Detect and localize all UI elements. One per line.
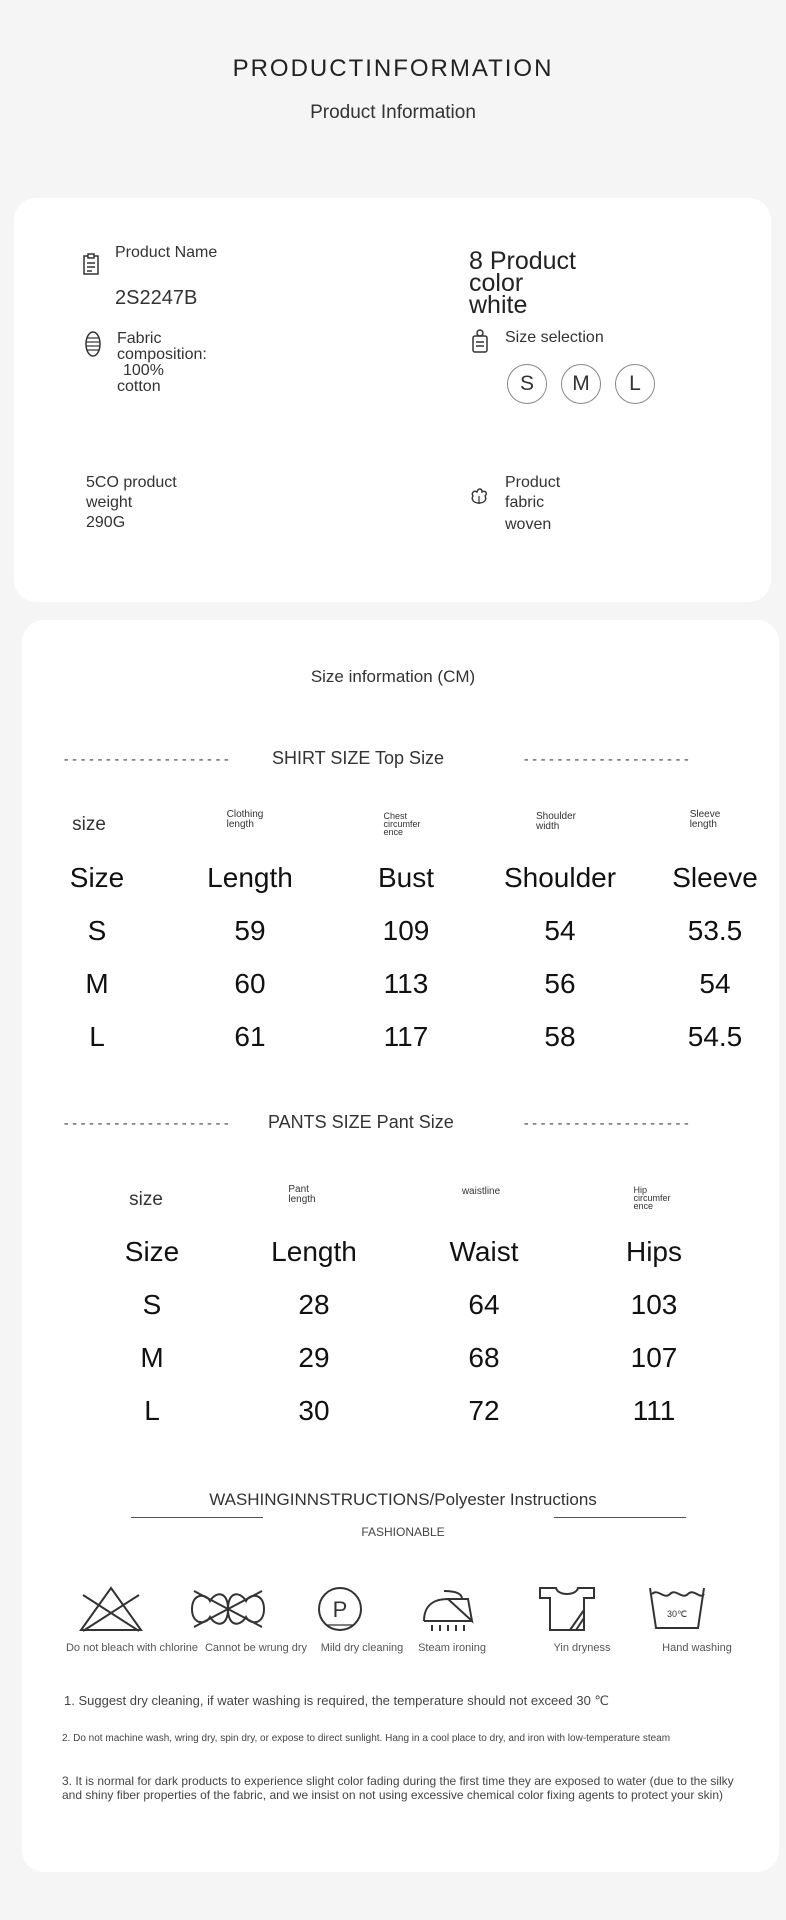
care-note-2: 2. Do not machine wash, wring dry, spin dry, or expose to direct sunlight. Hang in a cool place to dry, and iron with low-temperature steam bbox=[62, 1733, 671, 1744]
page-subtitle: Product Information bbox=[310, 102, 476, 123]
no-bleach-label: Do not bleach with chlorine bbox=[65, 1642, 199, 1654]
product-color-line3: white bbox=[469, 291, 528, 319]
size-selection-label: Size selection bbox=[505, 329, 604, 346]
shirt-col-shoulder-small: Shoulder width bbox=[535, 811, 577, 832]
weight-line1: 5CO product bbox=[86, 474, 177, 491]
fabric-line2: composition: bbox=[117, 346, 207, 363]
shirt-col-size-small: size bbox=[72, 814, 106, 835]
shirt-cell: 54 bbox=[699, 968, 731, 999]
pants-col-waist-small: waistline bbox=[461, 1186, 501, 1197]
fabric-type-line3: woven bbox=[505, 516, 552, 533]
shirt-cell: 60 bbox=[234, 968, 266, 999]
mild-dry-clean-label: Mild dry cleaning bbox=[320, 1642, 404, 1654]
washing-rule-left bbox=[131, 1517, 263, 1518]
product-name-value: 2S2247B bbox=[115, 287, 198, 309]
product-color-line2: color bbox=[469, 269, 524, 297]
shirt-col-sleeve-small: Sleeve length bbox=[689, 809, 721, 830]
cotton-flower-icon bbox=[469, 487, 489, 505]
shirt-cell: 53.5 bbox=[687, 915, 743, 946]
pants-col-hips: Hips bbox=[625, 1236, 683, 1267]
shirt-col-shoulder: Shoulder bbox=[503, 862, 617, 893]
washing-subtitle: FASHIONABLE bbox=[361, 1525, 445, 1539]
fabric-line3: 100% bbox=[123, 362, 164, 379]
size-option-l[interactable]: L bbox=[615, 364, 655, 404]
pants-col-hips-small: Hip circumfer ence bbox=[633, 1185, 671, 1211]
pants-cell: 111 bbox=[632, 1395, 676, 1426]
pants-cell: 72 bbox=[468, 1395, 500, 1426]
clipboard-icon bbox=[82, 253, 100, 275]
shirt-cell: 54 bbox=[544, 915, 576, 946]
shirt-cell: 109 bbox=[382, 915, 430, 946]
pants-cell: 28 bbox=[298, 1289, 330, 1320]
pants-col-size-small: size bbox=[129, 1189, 163, 1210]
size-option-m[interactable]: M bbox=[561, 364, 601, 404]
shirt-cell: 58 bbox=[544, 1021, 576, 1052]
shirt-col-length-small: Clothing length bbox=[226, 809, 264, 830]
fabric-type-line1: Product bbox=[505, 474, 561, 491]
hand-wash-icon bbox=[646, 1584, 708, 1630]
pants-cell: 68 bbox=[468, 1342, 500, 1373]
hand-wash-temp: 30℃ bbox=[666, 1609, 688, 1619]
washing-rule-right bbox=[554, 1517, 686, 1518]
shirt-col-bust: Bust bbox=[377, 862, 435, 893]
shirt-cell: S bbox=[87, 915, 107, 946]
pants-col-size: Size bbox=[124, 1236, 180, 1267]
fabric-line4: cotton bbox=[117, 378, 161, 395]
shirt-cell: 56 bbox=[544, 968, 576, 999]
svg-text:P: P bbox=[332, 1597, 348, 1622]
pants-cell: L bbox=[144, 1395, 160, 1426]
shirt-cell: 117 bbox=[383, 1021, 429, 1052]
product-info-card bbox=[14, 198, 771, 602]
shirt-col-bust-small: Chest circumfer ence bbox=[383, 811, 421, 837]
steam-iron-icon bbox=[418, 1587, 474, 1633]
product-name-label: Product Name bbox=[115, 244, 218, 261]
care-note-3: 3. It is normal for dark products to experience slight color fading during the first time they are exposed to water (due to the silky and shiny fiber properties of the fabric, and we insist on not using excessive chemical color fixing agents to protect your skin) bbox=[62, 1774, 734, 1802]
shirt-col-sleeve: Sleeve bbox=[672, 862, 758, 893]
pants-divider-left: -------------------- bbox=[62, 1116, 231, 1132]
shirt-cell: M bbox=[85, 968, 109, 999]
shirt-cell: 59 bbox=[234, 915, 266, 946]
shirt-col-length: Length bbox=[207, 862, 293, 893]
size-info-title: Size information (CM) bbox=[310, 667, 476, 686]
pants-col-waist: Waist bbox=[449, 1236, 519, 1267]
shirt-divider-left: -------------------- bbox=[62, 752, 231, 768]
pants-cell: 103 bbox=[630, 1289, 678, 1320]
shade-dry-icon bbox=[536, 1584, 598, 1632]
pants-col-length-small: Pant length bbox=[288, 1184, 316, 1205]
product-color-line1: 8 Product bbox=[469, 247, 577, 275]
shirt-cell: 113 bbox=[383, 968, 429, 999]
weight-line2: weight bbox=[86, 494, 133, 511]
pants-cell: 29 bbox=[298, 1342, 330, 1373]
page-header bbox=[0, 0, 786, 190]
care-note-1: 1. Suggest dry cleaning, if water washing is required, the temperature should not exceed 30 ℃ bbox=[64, 1693, 610, 1708]
pants-cell: 107 bbox=[630, 1342, 678, 1373]
shirt-col-size: Size bbox=[69, 862, 125, 893]
thread-spool-icon bbox=[84, 330, 102, 358]
fabric-line1: Fabric bbox=[117, 330, 162, 347]
steam-iron-label: Steam ironing bbox=[418, 1642, 486, 1654]
no-wring-label: Cannot be wrung dry bbox=[204, 1642, 308, 1654]
washing-title: WASHINGINNSTRUCTIONS/Polyester Instructions bbox=[209, 1490, 597, 1509]
mild-dry-clean-icon bbox=[316, 1585, 364, 1633]
shirt-table-title: SHIRT SIZE Top Size bbox=[272, 748, 445, 768]
size-tag-icon bbox=[470, 328, 490, 354]
pants-cell: 30 bbox=[298, 1395, 330, 1426]
shade-dry-label: Yin dryness bbox=[553, 1642, 611, 1654]
page-title: PRODUCTINFORMATION bbox=[232, 55, 554, 82]
no-bleach-icon bbox=[78, 1585, 144, 1633]
hand-wash-label: Hand washing bbox=[662, 1642, 732, 1654]
pants-cell: 64 bbox=[468, 1289, 500, 1320]
pants-cell: M bbox=[140, 1342, 164, 1373]
pants-table-title: PANTS SIZE Pant Size bbox=[268, 1112, 454, 1132]
pants-col-length: Length bbox=[271, 1236, 357, 1267]
pants-cell: S bbox=[142, 1289, 162, 1320]
no-wring-icon bbox=[188, 1587, 268, 1631]
pants-divider-right: -------------------- bbox=[522, 1116, 691, 1132]
shirt-cell: 61 bbox=[234, 1021, 266, 1052]
shirt-cell: L bbox=[89, 1021, 105, 1052]
fabric-type-line2: fabric bbox=[505, 494, 545, 511]
shirt-cell: 54.5 bbox=[687, 1021, 743, 1052]
size-option-s[interactable]: S bbox=[507, 364, 547, 404]
weight-line3: 290G bbox=[86, 514, 126, 531]
shirt-divider-right: -------------------- bbox=[522, 752, 691, 768]
